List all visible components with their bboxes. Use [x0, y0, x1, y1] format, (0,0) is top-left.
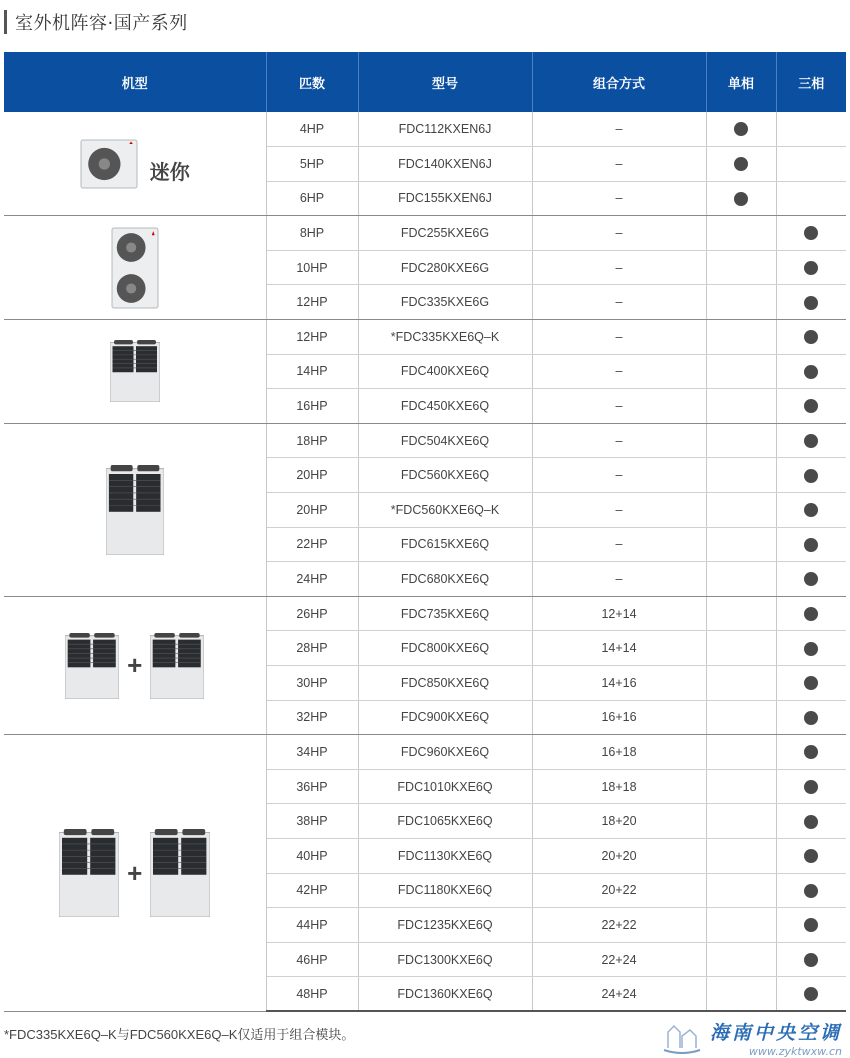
model-cell: FDC140KXEN6J [358, 147, 532, 182]
three-phase-cell [776, 804, 846, 839]
hp-cell: 12HP [266, 320, 358, 355]
header-hp: 匹数 [266, 52, 358, 112]
model-cell: FDC960KXE6Q [358, 735, 532, 770]
model-cell: FDC680KXE6Q [358, 562, 532, 597]
model-cell: *FDC560KXE6Q–K [358, 493, 532, 528]
large-module-unit-image [4, 465, 266, 555]
page-title-bar [4, 8, 188, 36]
model-cell: FDC800KXE6Q [358, 631, 532, 666]
three-phase-cell [776, 250, 846, 285]
outdoor-unit-icon [80, 139, 138, 189]
outdoor-unit-icon [111, 227, 159, 309]
header-model: 型号 [358, 52, 532, 112]
outdoor-unit-icon [110, 340, 160, 402]
table-header-row [4, 52, 846, 112]
hp-cell: 8HP [266, 216, 358, 251]
combo-cell: 22+22 [532, 908, 706, 943]
availability-dot [804, 676, 818, 690]
watermark [660, 1018, 842, 1058]
single-phase-cell [706, 562, 776, 597]
single-phase-cell [706, 216, 776, 251]
hp-cell: 44HP [266, 908, 358, 943]
hp-cell: 40HP [266, 838, 358, 873]
combo-cell: – [532, 320, 706, 355]
model-cell: FDC280KXE6G [358, 250, 532, 285]
header-single-phase: 单相 [706, 52, 776, 112]
unit-image-cell [4, 112, 266, 216]
table-row [4, 596, 846, 631]
hp-cell: 20HP [266, 493, 358, 528]
model-cell: FDC560KXE6Q [358, 458, 532, 493]
three-phase-cell [776, 666, 846, 701]
availability-dot [804, 987, 818, 1001]
unit-image-cell [4, 320, 266, 424]
three-phase-cell [776, 873, 846, 908]
three-phase-cell [776, 769, 846, 804]
hp-cell: 12HP [266, 285, 358, 320]
three-phase-cell [776, 562, 846, 597]
availability-dot [804, 711, 818, 725]
three-phase-cell [776, 838, 846, 873]
availability-dot [804, 849, 818, 863]
three-phase-cell [776, 354, 846, 389]
single-phase-cell [706, 493, 776, 528]
model-cell: FDC1180KXE6Q [358, 873, 532, 908]
combo-cell: 14+16 [532, 666, 706, 701]
combo-cell: 14+14 [532, 631, 706, 666]
hp-cell: 48HP [266, 977, 358, 1012]
watermark-logo-icon [660, 1020, 704, 1056]
model-cell: FDC1300KXE6Q [358, 942, 532, 977]
single-phase-cell [706, 977, 776, 1012]
single-phase-cell [706, 250, 776, 285]
model-cell: FDC1130KXE6Q [358, 838, 532, 873]
single-phase-cell [706, 181, 776, 216]
three-phase-cell [776, 527, 846, 562]
small-module-unit-image [4, 340, 266, 402]
hp-cell: 46HP [266, 942, 358, 977]
three-phase-cell [776, 389, 846, 424]
page-title: 室外机阵容·国产系列 [15, 13, 188, 34]
model-cell: FDC615KXE6Q [358, 527, 532, 562]
model-cell: FDC1235KXE6Q [358, 908, 532, 943]
hp-cell: 26HP [266, 596, 358, 631]
model-cell: FDC504KXE6Q [358, 423, 532, 458]
three-phase-cell [776, 942, 846, 977]
model-cell: FDC400KXE6Q [358, 354, 532, 389]
plus-sign: + [127, 857, 143, 888]
single-phase-cell [706, 458, 776, 493]
single-phase-cell [706, 354, 776, 389]
hp-cell: 38HP [266, 804, 358, 839]
three-phase-cell [776, 216, 846, 251]
availability-dot [804, 365, 818, 379]
combo-cell: 12+14 [532, 596, 706, 631]
header-three-phase: 三相 [776, 52, 846, 112]
single-phase-cell [706, 838, 776, 873]
table-body [4, 112, 846, 1011]
availability-dot [804, 434, 818, 448]
three-phase-cell [776, 147, 846, 182]
availability-dot [734, 157, 748, 171]
availability-dot [804, 261, 818, 275]
spec-table [4, 52, 846, 1012]
combo-cell: – [532, 181, 706, 216]
single-phase-cell [706, 804, 776, 839]
watermark-url: www.zyktwxw.cn [748, 1045, 842, 1058]
combo-cell: – [532, 493, 706, 528]
double-fan-unit-image [4, 227, 266, 309]
three-phase-cell [776, 493, 846, 528]
single-phase-cell [706, 700, 776, 735]
hp-cell: 28HP [266, 631, 358, 666]
model-cell: FDC112KXEN6J [358, 112, 532, 147]
hp-cell: 34HP [266, 735, 358, 770]
single-phase-cell [706, 631, 776, 666]
single-phase-cell [706, 596, 776, 631]
combo-cell: 22+24 [532, 942, 706, 977]
availability-dot [804, 918, 818, 932]
outdoor-unit-icon [59, 829, 119, 917]
hp-cell: 24HP [266, 562, 358, 597]
combo-cell: 20+20 [532, 838, 706, 873]
model-cell: *FDC335KXE6Q–K [358, 320, 532, 355]
combo-cell: – [532, 458, 706, 493]
combo-cell: – [532, 216, 706, 251]
hp-cell: 16HP [266, 389, 358, 424]
combo-cell: 16+16 [532, 700, 706, 735]
hp-cell: 22HP [266, 527, 358, 562]
single-phase-cell [706, 389, 776, 424]
combo-cell: – [532, 354, 706, 389]
single-phase-cell [706, 527, 776, 562]
availability-dot [804, 572, 818, 586]
model-cell: FDC1065KXE6Q [358, 804, 532, 839]
hp-cell: 32HP [266, 700, 358, 735]
three-phase-cell [776, 977, 846, 1012]
hp-cell: 30HP [266, 666, 358, 701]
availability-dot [804, 538, 818, 552]
single-phase-cell [706, 112, 776, 147]
three-phase-cell [776, 700, 846, 735]
footnote: *FDC335KXE6Q–K与FDC560KXE6Q–K仅适用于组合模块。 [4, 1027, 355, 1042]
header-combo: 组合方式 [532, 52, 706, 112]
availability-dot [804, 469, 818, 483]
availability-dot [804, 503, 818, 517]
model-cell: FDC850KXE6Q [358, 666, 532, 701]
three-phase-cell [776, 320, 846, 355]
single-phase-cell [706, 908, 776, 943]
model-cell: FDC255KXE6G [358, 216, 532, 251]
outdoor-unit-icon [150, 829, 210, 917]
combo-cell: – [532, 285, 706, 320]
model-cell: FDC155KXEN6J [358, 181, 532, 216]
availability-dot [804, 745, 818, 759]
model-cell: FDC1010KXE6Q [358, 769, 532, 804]
hp-cell: 6HP [266, 181, 358, 216]
availability-dot [804, 953, 818, 967]
single-phase-cell [706, 873, 776, 908]
single-phase-cell [706, 735, 776, 770]
header-model-type: 机型 [4, 52, 266, 112]
hp-cell: 10HP [266, 250, 358, 285]
combo-cell: – [532, 562, 706, 597]
unit-image-cell [4, 596, 266, 734]
mini-label: 迷你 [149, 162, 190, 185]
model-cell: FDC900KXE6Q [358, 700, 532, 735]
combo-cell: 20+22 [532, 873, 706, 908]
watermark-name: 海南中央空调 [709, 1022, 842, 1044]
three-phase-cell [776, 908, 846, 943]
single-phase-cell [706, 320, 776, 355]
single-phase-cell [706, 147, 776, 182]
combo-cell: 18+20 [532, 804, 706, 839]
table-row [4, 320, 846, 355]
single-phase-cell [706, 423, 776, 458]
outdoor-unit-icon [150, 633, 204, 699]
combo-cell: 18+18 [532, 769, 706, 804]
availability-dot [804, 399, 818, 413]
combo-cell: – [532, 112, 706, 147]
plus-sign: + [127, 650, 143, 680]
combo-cell: – [532, 423, 706, 458]
three-phase-cell [776, 181, 846, 216]
unit-image-cell [4, 423, 266, 596]
outdoor-unit-icon [65, 633, 119, 699]
model-cell: FDC335KXE6G [358, 285, 532, 320]
combo-cell: – [532, 147, 706, 182]
title-accent-bar [4, 10, 7, 34]
model-cell: FDC735KXE6Q [358, 596, 532, 631]
hp-cell: 4HP [266, 112, 358, 147]
model-cell: FDC450KXE6Q [358, 389, 532, 424]
hp-cell: 42HP [266, 873, 358, 908]
table-row [4, 216, 846, 251]
three-phase-cell [776, 596, 846, 631]
model-cell: FDC1360KXE6Q [358, 977, 532, 1012]
availability-dot [804, 884, 818, 898]
single-phase-cell [706, 942, 776, 977]
unit-image-cell [4, 216, 266, 320]
availability-dot [804, 607, 818, 621]
combo-cell: 16+18 [532, 735, 706, 770]
availability-dot [804, 642, 818, 656]
combo-large-unit-image [4, 829, 266, 917]
hp-cell: 5HP [266, 147, 358, 182]
availability-dot [734, 122, 748, 136]
table-row [4, 112, 846, 147]
availability-dot [804, 226, 818, 240]
table-row [4, 735, 846, 770]
availability-dot [804, 815, 818, 829]
combo-cell: – [532, 250, 706, 285]
three-phase-cell [776, 458, 846, 493]
combo-cell: – [532, 389, 706, 424]
availability-dot [734, 192, 748, 206]
combo-cell: 24+24 [532, 977, 706, 1012]
hp-cell: 36HP [266, 769, 358, 804]
three-phase-cell [776, 423, 846, 458]
single-phase-cell [706, 666, 776, 701]
combo-cell: – [532, 527, 706, 562]
single-phase-cell [706, 769, 776, 804]
hp-cell: 14HP [266, 354, 358, 389]
three-phase-cell [776, 112, 846, 147]
three-phase-cell [776, 631, 846, 666]
availability-dot [804, 296, 818, 310]
unit-image-cell [4, 735, 266, 1012]
three-phase-cell [776, 285, 846, 320]
availability-dot [804, 780, 818, 794]
combo-small-unit-image [4, 633, 266, 699]
outdoor-unit-icon [106, 465, 164, 555]
hp-cell: 20HP [266, 458, 358, 493]
mini-unit-image [4, 139, 266, 189]
three-phase-cell [776, 735, 846, 770]
single-phase-cell [706, 285, 776, 320]
table-row [4, 423, 846, 458]
hp-cell: 18HP [266, 423, 358, 458]
availability-dot [804, 330, 818, 344]
